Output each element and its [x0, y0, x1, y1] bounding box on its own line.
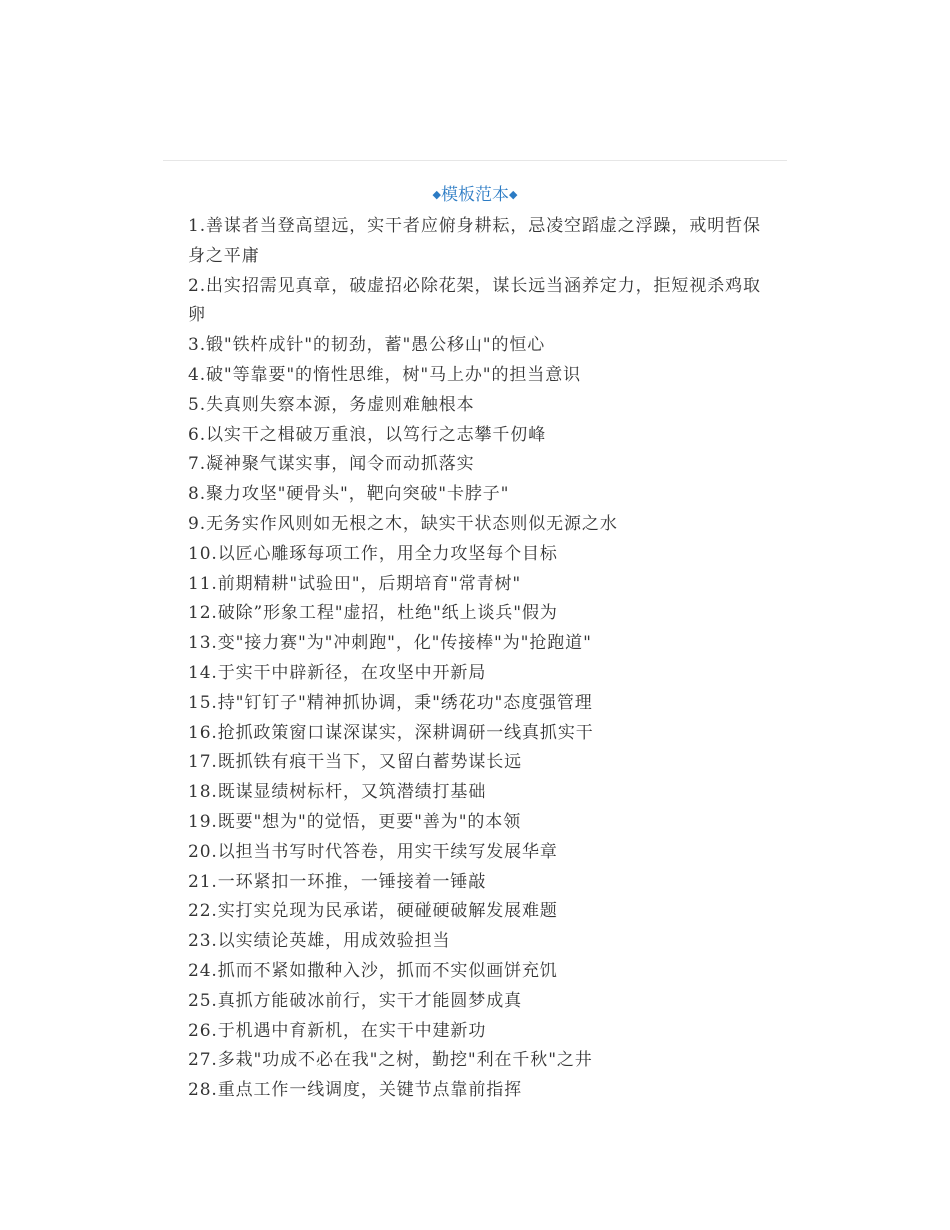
section-heading	[163, 184, 787, 206]
list-item: 26.于机遇中育新机，在实干中建新功	[188, 1020, 487, 1041]
list-item: 24.抓而不紧如撒种入沙，抓而不实似画饼充饥	[188, 960, 558, 981]
list-item: 9.无务实作风则如无根之木，缺实干状态则似无源之水	[188, 513, 618, 534]
list-item: 8.聚力攻坚"硬骨头"，靶向突破"卡脖子"	[188, 484, 510, 505]
list-item: 2.出实招需见真章，破虚招必除花架，谋长远当涵养定力，拒短视杀鸡取卵	[188, 275, 761, 326]
list-item: 22.实打实兑现为民承诺，硬碰硬破解发展难题	[188, 901, 558, 922]
list-item: 11.前期精耕"试验田"，后期培育"常青树"	[188, 573, 522, 594]
list-item: 13.变"接力赛"为"冲刺跑"，化"传接棒"为"抢跑道"	[188, 633, 592, 654]
list-item: 14.于实干中辟新径，在攻坚中开新局	[188, 662, 487, 683]
list-item: 23.以实绩论英雄，用成效验担当	[188, 931, 451, 952]
list-item: 20.以担当书写时代答卷，用实干续写发展华章	[188, 841, 558, 862]
list-item: 27.多栽"功成不必在我"之树，勤挖"利在千秋"之井	[188, 1050, 593, 1071]
list-item: 15.持"钉钉子"精神抓协调，秉"绣花功"态度强管理	[188, 692, 593, 713]
list-item: 16.抢抓政策窗口谋深谋实，深耕调研一线真抓实干	[188, 722, 594, 743]
list-item: 17.既抓铁有痕干当下，又留白蓄势谋长远	[188, 752, 523, 773]
list-item: 4.破"等靠要"的惰性思维，树"马上办"的担当意识	[188, 364, 581, 385]
list-item: 28.重点工作一线调度，关键节点靠前指挥	[188, 1080, 523, 1101]
diamond-icon: ◆	[432, 188, 441, 201]
list-item: 12.破除”形象工程"虚招，杜绝"纸上谈兵"假为	[188, 603, 558, 624]
list-item: 18.既谋显绩树标杆，又筑潜绩打基础	[188, 782, 487, 803]
list-item: 19.既要"想为"的觉悟，更要"善为"的本领	[188, 811, 522, 832]
list-item: 10.以匠心雕琢每项工作，用全力攻坚每个目标	[188, 543, 558, 564]
list-item: 25.真抓方能破冰前行，实干才能圆梦成真	[188, 990, 523, 1011]
list-item: 3.锻"铁杵成针"的韧劲，蓄"愚公移山"的恒心	[188, 335, 546, 356]
list-item: 5.失真则失察本源，务虚则难触根本	[188, 394, 475, 415]
list-item: 21.一环紧扣一环推，一锤接着一锤敲	[188, 871, 487, 892]
list-item: 7.凝神聚气谋实事，闻令而动抓落实	[188, 454, 475, 475]
list-item: 1.善谋者当登高望远，实干者应俯身耕耘，忌凌空蹈虚之浮躁，戒明哲保身之平庸	[188, 216, 761, 266]
section-heading-title: 模板范本	[441, 185, 509, 205]
diamond-icon: ◆	[509, 188, 518, 201]
horizontal-divider	[163, 160, 787, 161]
slogan-list	[188, 212, 763, 1106]
list-item: 6.以实干之楫破万重浪，以笃行之志攀千仞峰	[188, 424, 547, 445]
